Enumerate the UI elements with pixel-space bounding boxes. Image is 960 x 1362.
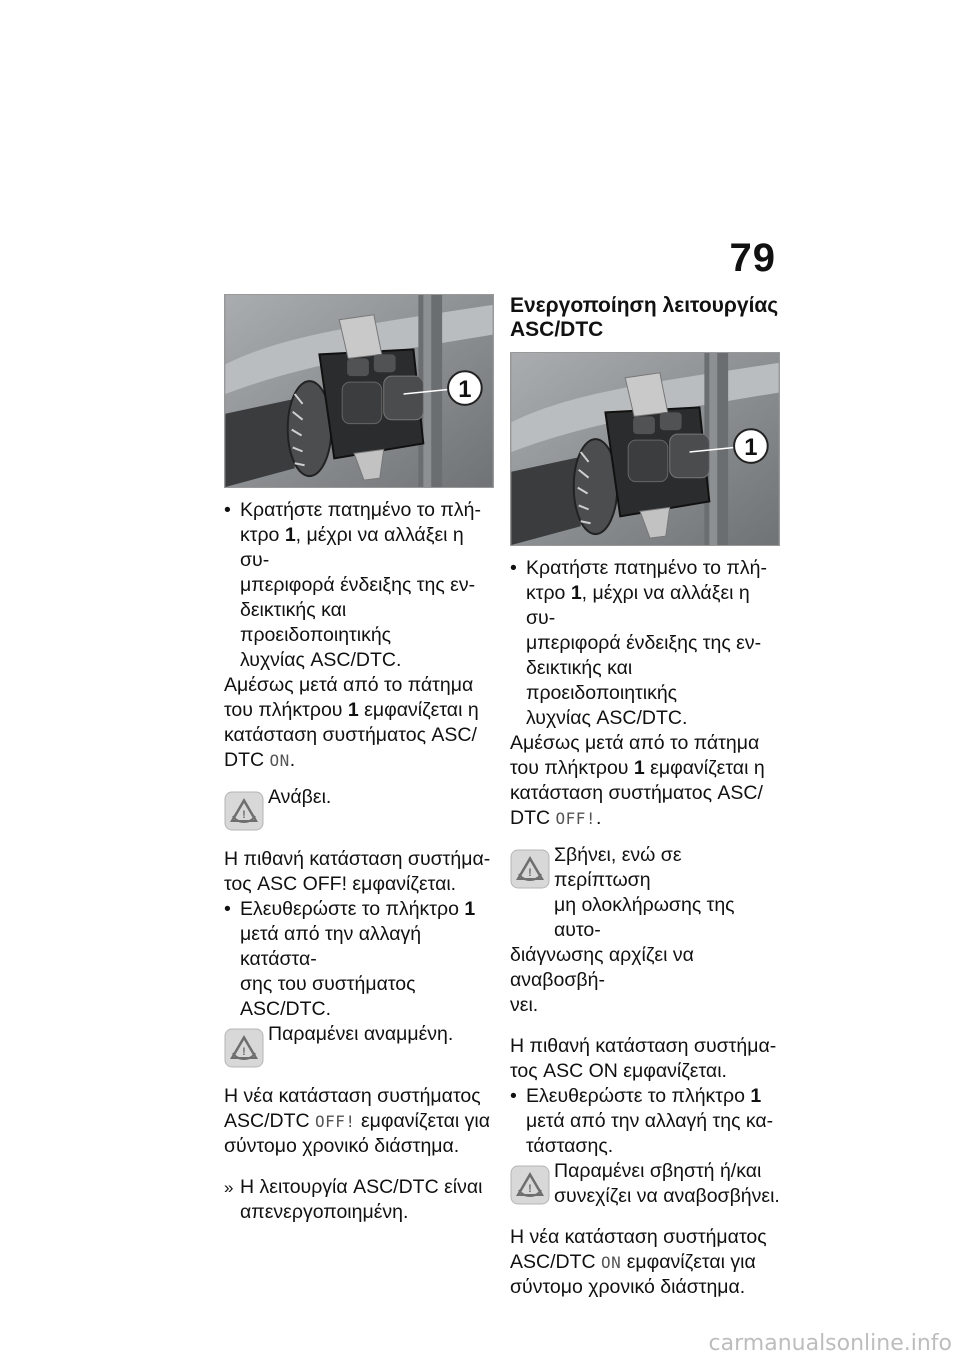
indicator-note: ! Παραμένει σβηστή ή/και συνεχίζει να αναβοσβήνει. bbox=[510, 1159, 782, 1209]
figure-callout-label: 1 bbox=[744, 433, 758, 461]
display-text-on: ON bbox=[601, 1253, 622, 1272]
display-text-off: OFF! bbox=[555, 809, 597, 828]
paragraph: Αμέσως μετά από το πάτημα του πλήκτρου 1 εμφανίζεται η κατάσταση συστήματος ASC/ DTC ON. bbox=[224, 674, 479, 771]
list-item: • Ελευθερώστε το πλήκτρο 1 μετά από την αλλαγή κατάστα- σης του συστήματος ASC/DTC. bbox=[224, 897, 494, 1022]
list-item: • Ελευθερώστε το πλήκτρο 1 μετά από την αλλαγή της κα- τάστασης. bbox=[510, 1084, 782, 1159]
list-item: • Κρατήστε πατημένο το πλή- κτρο 1, μέχρι να αλλάξει η συ- μπεριφορά ένδειξης της εν- δεικτικής και προειδοποιητικής λυχνίας ASC/DTC. bbox=[510, 556, 782, 731]
watermark-text: carmanualsonline.info bbox=[708, 1331, 952, 1356]
svg-text:!: ! bbox=[528, 1183, 532, 1195]
asc-warning-lamp-icon bbox=[510, 849, 550, 889]
paragraph: Η νέα κατάσταση συστήματος ASC/DTC OFF! εμφανίζεται για σύντομο χρονικό διάστημα. bbox=[224, 1085, 490, 1157]
asc-warning-lamp-icon bbox=[224, 791, 264, 831]
handlebar-switch-illustration bbox=[225, 295, 493, 487]
paragraph: Η πιθανή κατάσταση συστήμα- τος ASC ON εμφανίζεται. bbox=[510, 1035, 777, 1082]
svg-text:!: ! bbox=[242, 809, 246, 821]
paragraph: Η πιθανή κατάσταση συστήμα- τος ASC OFF! εμφανίζεται. bbox=[224, 848, 491, 895]
result-note: » Η λειτουργία ASC/DTC είναι απενεργοποιημένη. bbox=[224, 1176, 483, 1223]
handlebar-switch-figure bbox=[224, 294, 494, 488]
paragraph: Η νέα κατάσταση συστήματος ASC/DTC ON εμφανίζεται για σύντομο χρονικό διάστημα. bbox=[510, 1226, 767, 1298]
section-heading: Ενεργοποίηση λειτουργίας ASC/DTC bbox=[510, 294, 779, 341]
indicator-note: ! Παραμένει αναμμένη. bbox=[224, 1022, 494, 1068]
display-text-on: ON bbox=[269, 751, 290, 770]
figure-callout-label: 1 bbox=[458, 375, 472, 403]
asc-warning-lamp-icon bbox=[224, 1028, 264, 1068]
indicator-note: ! Ανάβει. bbox=[224, 785, 494, 831]
paragraph: Αμέσως μετά από το πάτημα του πλήκτρου 1 εμφανίζεται η κατάσταση συστήματος ASC/ DTC OFF!. bbox=[510, 732, 765, 829]
indicator-note: ! Σβήνει, ενώ σε περίπτωση μη ολοκλήρωσης της αυτο- διάγνωσης αρχίζει να αναβοσβή- νει. bbox=[510, 844, 735, 1016]
svg-text:!: ! bbox=[528, 867, 532, 879]
handlebar-switch-illustration bbox=[511, 353, 779, 545]
left-column bbox=[224, 294, 494, 1225]
svg-text:!: ! bbox=[242, 1046, 246, 1058]
asc-warning-lamp-icon bbox=[510, 1165, 550, 1205]
list-item: • Κρατήστε πατημένο το πλή- κτρο 1, μέχρι να αλλάξει η συ- μπεριφορά ένδειξης της εν- δεικτικής και προειδοποιητικής λυχνίας ASC/DTC. bbox=[224, 498, 494, 673]
result-arrow-icon: » bbox=[224, 1178, 234, 1197]
display-text-off: OFF! bbox=[315, 1112, 356, 1131]
right-column bbox=[510, 294, 782, 1300]
page-number: 79 bbox=[729, 236, 776, 280]
handlebar-switch-figure bbox=[510, 352, 780, 546]
